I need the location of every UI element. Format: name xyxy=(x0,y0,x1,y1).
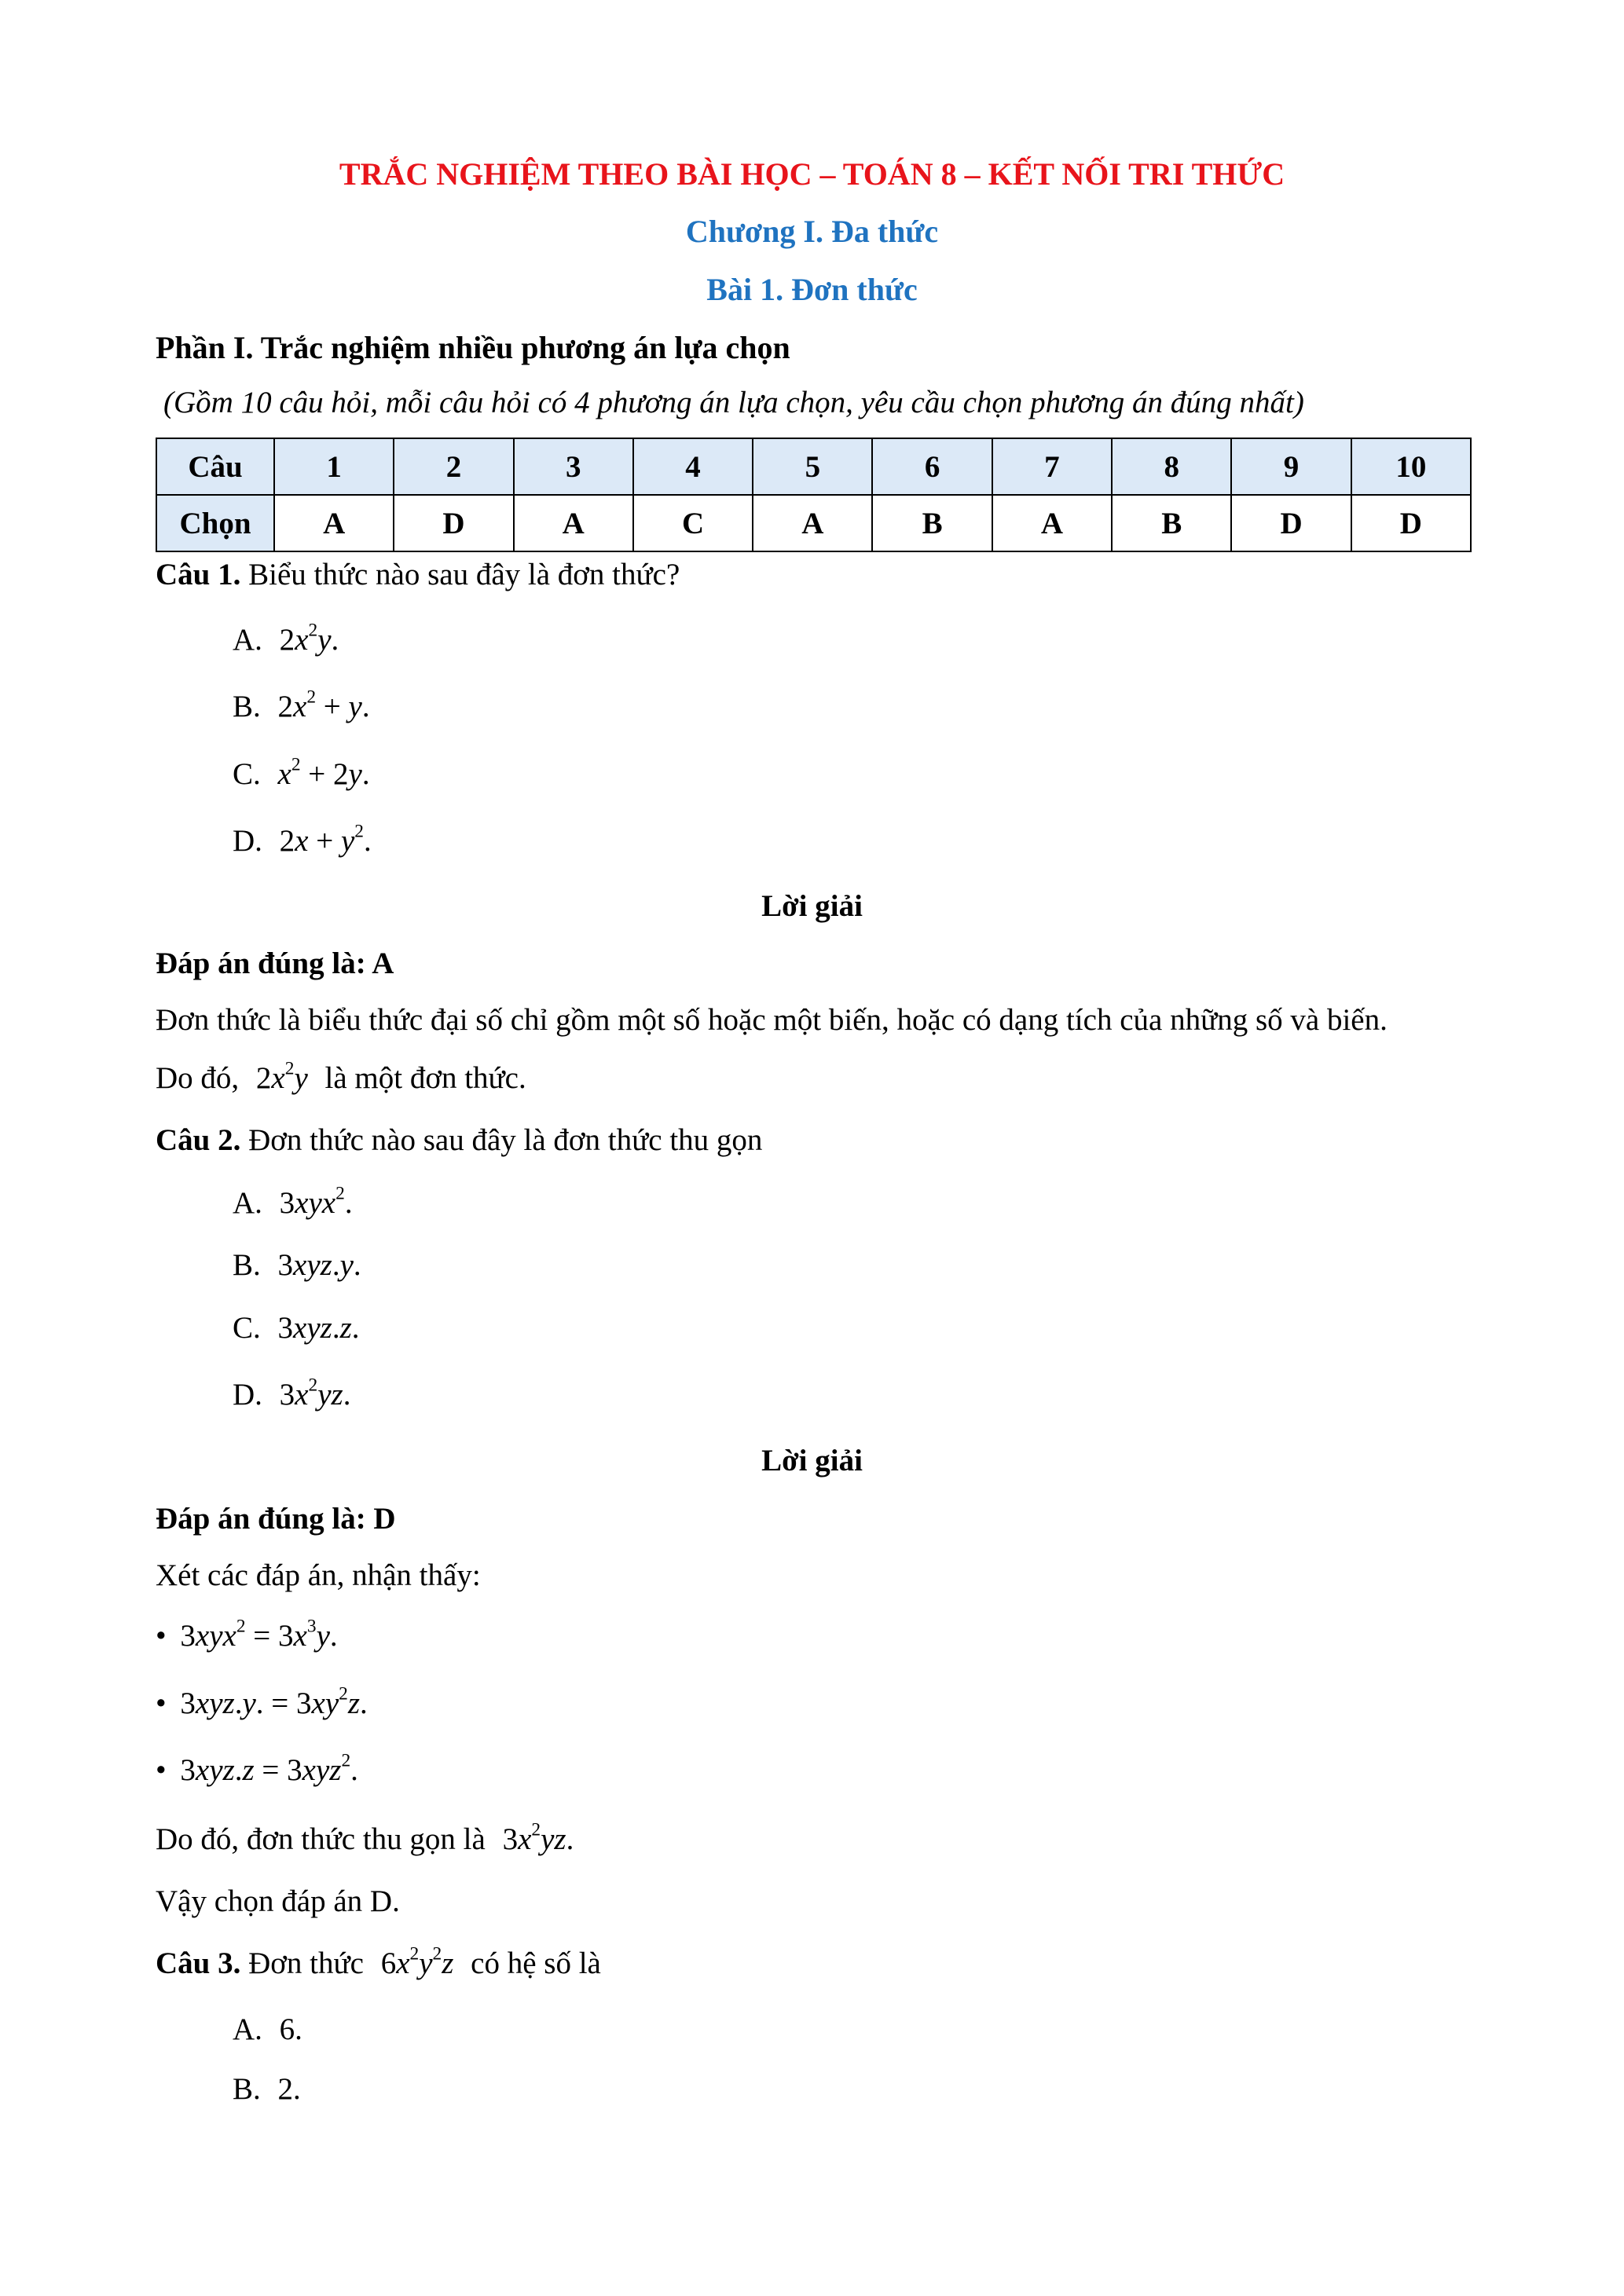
table-cell-answer: D xyxy=(1351,495,1471,551)
explanation-conclusion xyxy=(156,1058,526,1095)
option-letter: C. xyxy=(233,757,261,791)
q2-option-b xyxy=(233,1250,361,1280)
explanation-text: Đơn thức là biểu thức đại số chỉ gồm một số hoặc một biến, hoặc có dạng tích của những số và biến. xyxy=(156,1003,1388,1037)
lesson-title: Bài 1. Đơn thức xyxy=(706,272,918,307)
solution-heading: Lời giải xyxy=(761,1444,863,1478)
question-2 xyxy=(156,1125,762,1155)
q2-option-c xyxy=(233,1313,360,1343)
table-cell-label: Câu xyxy=(156,438,274,495)
option-expression: 3xyz.y. xyxy=(277,1248,361,1282)
option-expression: $2x^2y$. xyxy=(279,620,339,657)
math-expression: 3xyz.y. = $3xy^2z$. xyxy=(180,1683,368,1720)
q1-option-d xyxy=(233,821,372,858)
table-cell-number: 6 xyxy=(872,438,992,495)
math-expression: 3xyz.z = 3xyz$^2$. xyxy=(180,1750,358,1787)
table-cell-answer: D xyxy=(1231,495,1351,551)
math-expression: $2x^2y$ xyxy=(255,1058,308,1095)
question-text-prefix: Đơn thức xyxy=(248,1946,364,1980)
option-expression: 3xyz.z. xyxy=(277,1311,360,1345)
option-letter: C. xyxy=(233,1311,261,1345)
bullet-dot: • xyxy=(156,1753,167,1787)
solution-heading: Lời giải xyxy=(761,889,863,923)
question-3 xyxy=(156,1943,601,1980)
answer-table-header-row xyxy=(156,438,1471,495)
document-title: TRẮC NGHIỆM THEO BÀI HỌC – TOÁN 8 – KẾT NỐI TRI THỨC xyxy=(339,156,1285,192)
option-letter: B. xyxy=(233,690,261,723)
explanation-final: Vậy chọn đáp án D. xyxy=(156,1884,400,1918)
table-cell-answer: A xyxy=(514,495,633,551)
question-label: Câu 1. xyxy=(156,558,241,591)
correct-answer: Đáp án đúng là: D xyxy=(156,1502,396,1536)
bullet-item xyxy=(156,1750,358,1787)
table-cell-number: 10 xyxy=(1351,438,1471,495)
part-note: (Gồm 10 câu hỏi, mỗi câu hỏi có 4 phương án lựa chọn, yêu cầu chọn phương án đúng nhất) xyxy=(163,386,1304,419)
q2-option-a xyxy=(233,1183,353,1220)
chapter-title: Chương I. Đa thức xyxy=(685,214,939,249)
q2-option-d xyxy=(233,1375,351,1412)
table-cell-number: 2 xyxy=(394,438,513,495)
explanation-text: Xét các đáp án, nhận thấy: xyxy=(156,1558,481,1592)
explanation-conclusion xyxy=(156,1819,574,1856)
answer-table xyxy=(156,438,1472,552)
answer-table-answer-row xyxy=(156,495,1471,551)
explanation-suffix: là một đơn thức. xyxy=(324,1061,526,1095)
table-cell-number: 1 xyxy=(274,438,394,495)
math-expression: $6x^2y^2z$ xyxy=(380,1943,454,1980)
question-text-suffix: có hệ số là xyxy=(471,1946,601,1980)
option-expression: $2x + y^2$. xyxy=(279,821,372,858)
table-cell-answer: B xyxy=(872,495,992,551)
q3-option-a xyxy=(233,2014,302,2045)
table-cell-number: 5 xyxy=(753,438,872,495)
option-letter: A. xyxy=(233,623,262,657)
question-text: Đơn thức nào sau đây là đơn thức thu gọn xyxy=(248,1123,763,1157)
option-expression: 3xyx$^2$. xyxy=(279,1183,353,1220)
option-expression: $x^2 + 2y$. xyxy=(277,754,370,791)
q1-option-a xyxy=(233,620,339,657)
q3-option-b xyxy=(233,2074,301,2104)
table-cell-number: 9 xyxy=(1231,438,1351,495)
option-letter: A. xyxy=(233,1186,262,1220)
table-cell-answer: C xyxy=(633,495,753,551)
part-heading: Phần I. Trắc nghiệm nhiều phương án lựa chọn xyxy=(156,330,790,365)
explanation-prefix: Do đó, xyxy=(156,1061,240,1095)
table-cell-number: 7 xyxy=(992,438,1112,495)
question-text: Biểu thức nào sau đây là đơn thức? xyxy=(248,558,680,591)
question-label: Câu 2. xyxy=(156,1123,241,1157)
question-1 xyxy=(156,559,680,590)
option-letter: D. xyxy=(233,1378,262,1412)
option-expression: 2. xyxy=(277,2072,301,2106)
bullet-item xyxy=(156,1616,338,1653)
table-cell-label: Chọn xyxy=(156,495,274,551)
correct-answer: Đáp án đúng là: A xyxy=(156,947,394,980)
math-expression: $3xyx^2 = 3x^3y$. xyxy=(180,1616,338,1653)
table-cell-answer: A xyxy=(274,495,394,551)
q1-option-b xyxy=(233,687,370,723)
explanation-prefix: Do đó, đơn thức thu gọn là xyxy=(156,1822,486,1856)
option-letter: B. xyxy=(233,2072,261,2106)
question-label: Câu 3. xyxy=(156,1946,241,1980)
table-cell-answer: B xyxy=(1112,495,1231,551)
bullet-item xyxy=(156,1683,368,1720)
table-cell-answer: A xyxy=(992,495,1112,551)
bullet-dot: • xyxy=(156,1686,167,1720)
table-cell-number: 8 xyxy=(1112,438,1231,495)
option-expression: 6. xyxy=(279,2012,302,2046)
option-expression: $2x^2 + y$. xyxy=(277,687,370,723)
table-cell-number: 3 xyxy=(514,438,633,495)
option-letter: A. xyxy=(233,2012,262,2046)
option-expression: $3x^2yz$. xyxy=(279,1375,351,1412)
table-cell-number: 4 xyxy=(633,438,753,495)
math-expression: $3x^2yz$. xyxy=(502,1819,574,1856)
table-cell-answer: D xyxy=(394,495,513,551)
option-letter: B. xyxy=(233,1248,261,1282)
option-letter: D. xyxy=(233,824,262,858)
table-cell-answer: A xyxy=(753,495,872,551)
q1-option-c xyxy=(233,754,370,791)
bullet-dot: • xyxy=(156,1619,167,1653)
